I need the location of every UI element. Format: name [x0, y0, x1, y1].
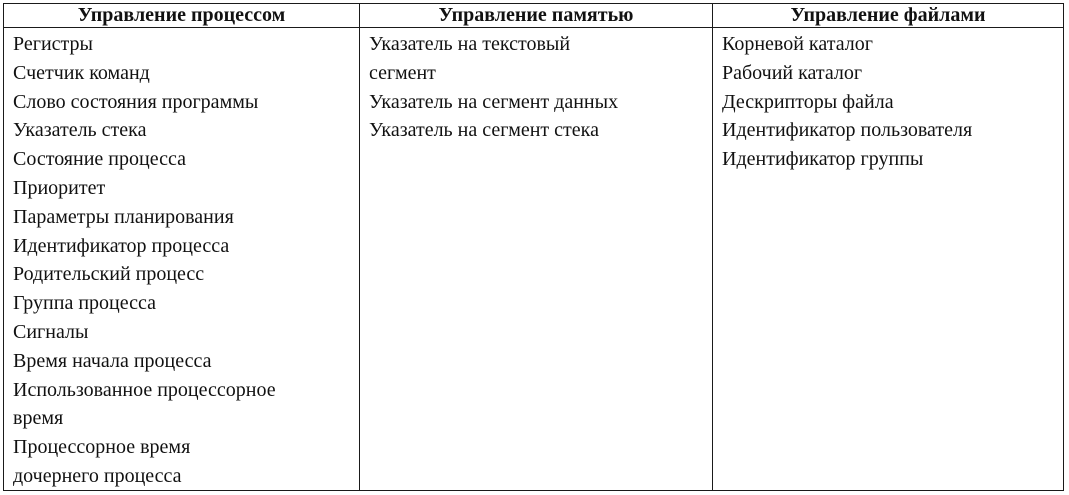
list-item: Процессорное время	[13, 436, 191, 459]
list-item: Регистры	[13, 33, 93, 55]
list-item: Счетчик команд	[13, 61, 150, 84]
list-item: Указатель на текстовый	[369, 33, 571, 55]
process-table	[3, 3, 1064, 491]
list-item: время	[13, 407, 64, 430]
column-memory-management	[359, 28, 712, 490]
list-item: Указатель на сегмент стека	[369, 119, 599, 142]
list-item: Время начала процесса	[13, 349, 212, 372]
list-item: Рабочий каталог	[722, 61, 863, 84]
list-item: сегмент	[369, 61, 436, 84]
list-item: Сигналы	[13, 320, 89, 343]
list-item: Идентификатор пользователя	[722, 119, 973, 142]
column-process-management	[4, 28, 359, 490]
header-memory-management: Управление памятью	[359, 4, 712, 28]
list-item: Родительский процесс	[13, 263, 205, 286]
header-file-management: Управление файлами	[712, 4, 1063, 28]
list-item: Указатель на сегмент данных	[369, 90, 619, 113]
list-item: Идентификатор процесса	[13, 234, 230, 257]
list-item: Состояние процесса	[13, 148, 186, 171]
list-item: Группа процесса	[13, 292, 156, 315]
list-item: Приоритет	[13, 176, 106, 199]
list-item: Указатель стека	[13, 119, 147, 142]
list-item: Дескрипторы файла	[722, 90, 894, 113]
list-item: Параметры планирования	[13, 205, 234, 228]
list-item: дочернего процесса	[13, 464, 182, 487]
list-item: Корневой каталог	[722, 33, 873, 55]
header-process-management: Управление процессом	[4, 4, 359, 28]
list-item: Идентификатор группы	[722, 148, 924, 171]
list-item: Слово состояния программы	[13, 90, 259, 113]
list-item: Использованное процессорное	[13, 378, 276, 401]
column-file-management	[712, 28, 1063, 490]
